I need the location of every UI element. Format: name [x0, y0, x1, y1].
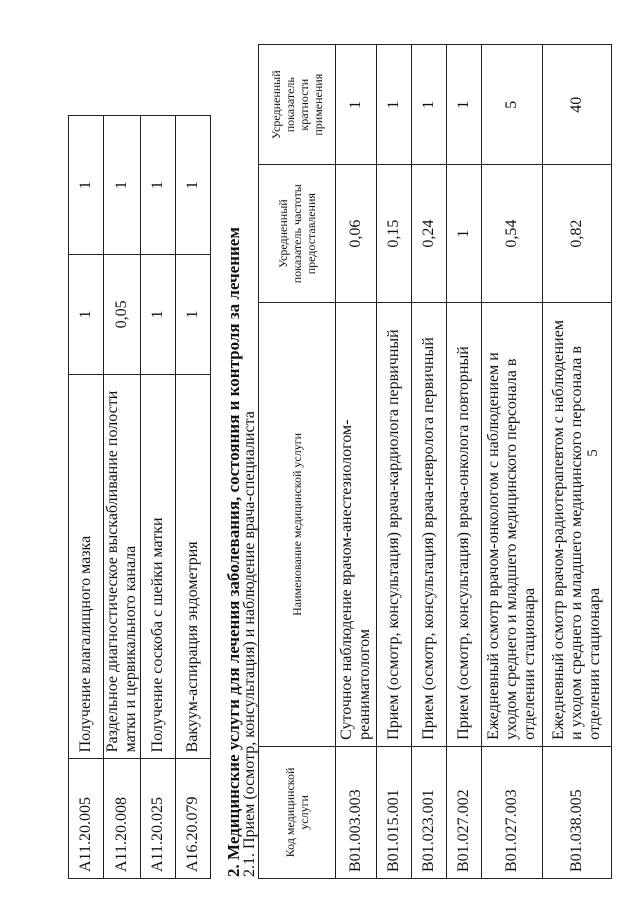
- service-code: A11.20.025: [141, 759, 176, 879]
- frequency-value: 1: [447, 165, 482, 303]
- multiplicity-value: 1: [69, 116, 104, 255]
- frequency-value: 0,54: [482, 165, 543, 303]
- service-code: A16.20.079: [176, 759, 211, 879]
- section-title: 2. Медицинские услуги для лечения заболевания, состояния и контроля за лечением: [224, 227, 243, 877]
- service-code: B01.003.003: [336, 746, 377, 878]
- service-code: B01.027.002: [447, 746, 482, 878]
- frequency-value: 0,05: [104, 255, 141, 374]
- multiplicity-value: 1: [141, 116, 176, 255]
- frequency-value: 0,15: [377, 165, 412, 303]
- frequency-value: 1: [69, 255, 104, 374]
- header-name: Наименование медицинской услуги: [259, 302, 336, 746]
- services-table-2: [258, 44, 612, 879]
- multiplicity-value: 1: [412, 45, 447, 165]
- service-name: Получение соскоба с шейки матки: [141, 374, 176, 759]
- service-name: Ежедневный осмотр врачом-радиотерапевтом с наблюдением и уходом среднего и младшего медицинского персонала в отделении стационара: [543, 302, 612, 746]
- service-code: A11.20.008: [104, 759, 141, 879]
- service-name: Прием (осмотр, консультация) врача-невролога первичный: [412, 302, 447, 746]
- service-name: Ежедневный осмотр врачом-онкологом с наблюдением и уходом среднего и младшего медицинского персонала в отделении стационара: [482, 302, 543, 746]
- multiplicity-value: 5: [482, 45, 543, 165]
- service-name: Суточное наблюдение врачом-анестезиологом-реаниматологом: [336, 302, 377, 746]
- multiplicity-value: 1: [336, 45, 377, 165]
- service-code: B01.027.003: [482, 746, 543, 878]
- table-row: [336, 45, 377, 879]
- table-row: [377, 45, 412, 879]
- header-frequency: Усредненный показатель частоты предоставления: [259, 165, 336, 303]
- page-number: 5: [585, 449, 601, 457]
- header-multiplicity: Усредненный показатель кратности применения: [259, 45, 336, 165]
- table-row: [412, 45, 447, 879]
- service-name: Вакуум-аспирация эндометрия: [176, 374, 211, 759]
- table-header-row: [259, 45, 336, 879]
- service-name: Получение влагалищного мазка: [69, 374, 104, 759]
- service-name: Прием (осмотр, консультация) врача-кардиолога первичный: [377, 302, 412, 746]
- service-name: Прием (осмотр, консультация) врача-онколога повторный: [447, 302, 482, 746]
- multiplicity-value: 1: [447, 45, 482, 165]
- table-row: [176, 116, 211, 879]
- table-row: [104, 116, 141, 879]
- services-table-1: [68, 115, 211, 879]
- service-code: B01.038.005: [543, 746, 612, 878]
- table-row: [69, 116, 104, 879]
- frequency-value: 1: [176, 255, 211, 374]
- service-name: Раздельное диагностическое выскабливание полости матки и цервикального канала: [104, 374, 141, 759]
- service-code: B01.015.001: [377, 746, 412, 878]
- table-row: [543, 45, 612, 879]
- multiplicity-value: 1: [104, 116, 141, 255]
- table-row: [141, 116, 176, 879]
- frequency-value: 0,06: [336, 165, 377, 303]
- service-code: A11.20.005: [69, 759, 104, 879]
- multiplicity-value: 1: [377, 45, 412, 165]
- table-row: [482, 45, 543, 879]
- multiplicity-value: 1: [176, 116, 211, 255]
- subsection-title: 2.1. Прием (осмотр, консультация) и наблюдение врача-специалиста: [241, 411, 258, 877]
- frequency-value: 0,24: [412, 165, 447, 303]
- service-code: B01.023.001: [412, 746, 447, 878]
- frequency-value: 1: [141, 255, 176, 374]
- header-code: Код медицинской услуги: [259, 746, 336, 878]
- multiplicity-value: 40: [543, 45, 612, 165]
- frequency-value: 0,82: [543, 165, 612, 303]
- table-row: [447, 45, 482, 879]
